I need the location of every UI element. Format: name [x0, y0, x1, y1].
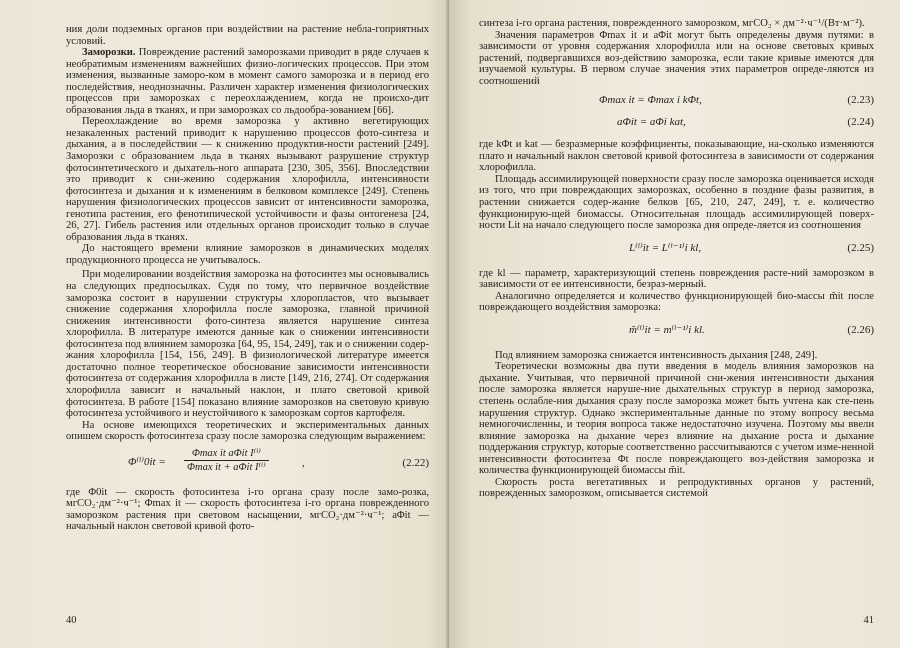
right-text-column: [479, 18, 874, 500]
left-text-column: [66, 24, 429, 533]
formula-fraction: [184, 448, 269, 474]
paragraph: Переохлаждение во время заморозка у активно вегетирующих незакаленных растений приводит к нарушению процессов фото-синтеза и дыхания, а в последействии — к снижению продуктив-ности растений [249]. Заморозки с образованием льда в тканях вызывают разрушение структур фотосинтетического и дыхатель-ного аппарата [230, 305, 356]. Впоследствии это приводит к сни-жению содержания хлорофилла, интенсивности фотосинтеза и дыхания и к изменениям в белковом комплексе [249]. Степень нарушения физиологических процессов зависит от интенсивности заморозка, генотипа растения, его фенотипической устойчивости и фазы онтогенеза [24, 26, 27]. Гибель растения или отдельных органов происходит только в случае образования льда в тканях.: [66, 116, 429, 243]
formula-expression: L⁽ⁱ⁾it = L⁽ⁱ⁻¹⁾i kl,: [629, 241, 702, 254]
equation-number: (2.23): [847, 94, 874, 107]
paragraph: При моделировании воздействия заморозка на фотосинтез мы основывались на следующих предпосылках. Судя по тому, что первичное воздействие заморозка состоит в нарушении структуры хлоропластов, что вызывает снижение содержания хлорофилла после заморозка, главной причиной снижения интенсивности фото-синтеза является нарушение синтеза хлорофилла. В литературе имеются данные как о снижении интенсивности фотосинтеза под влиянием заморозка [64, 95, 154, 249], так и о снижении содер-жания хлорофилла [154, 156, 249]. В физиологической литературе имеется достаточно полное теоретическое обоснование зависимости интенсивности фотосинтеза от содержания хлорофилла в листе [149, 216, 274]. От содержания хлорофилла зависит и начальный наклон, и плато световой кривой фотосинтеза. В работе [154] показано влияние заморозков на световую кривую фотосинтеза устойчивого и неустойчивого к заморозкам сортов картофеля.: [66, 269, 429, 420]
formula-2-23: [479, 92, 874, 112]
formula-expression: Φmax it = Φmax i kΦt,: [599, 94, 702, 107]
formula-tail: ,: [302, 456, 305, 469]
paragraph: Под влиянием заморозка снижается интенсивность дыхания [248, 249].: [495, 349, 818, 361]
formula-2-22: [66, 448, 429, 482]
formula-2-25: [479, 240, 874, 260]
formula-2-24: [479, 114, 874, 134]
paragraph: До настоящего времени влияние заморозков в динамических моделях продукционного процесса не учитывалось.: [66, 243, 429, 266]
paragraph: ния доли подземных органов при воздействии на растение небла-гоприятных условий.: [66, 24, 429, 47]
paragraph: синтеза i-го органа растения, поврежденного заморозком, мгCO₂ × дм⁻²·ч⁻¹/(Вт·м⁻²).: [479, 18, 865, 29]
paragraph: Значения параметров Φmax it и aΦit могут быть определены двумя путями: в зависимости от уровня содержания хлорофилла или на основе световых кривых растений, подвергавшихся воз-действию заморозка, если такие кривые имеются для изучаемой культуры. В первом случае значения этих параметров опреде-ляются из соотношений: [479, 29, 874, 87]
paragraph: где kl — параметр, характеризующий степень повреждения расте-ний заморозком в зависимости от ее интенсивности, безраз-мерный.: [479, 267, 874, 291]
paragraph: Площадь ассимилирующей поверхности сразу после заморозка оценивается исходя из того, что при повреждающих заморозках, особенно в поздние фазы развития, в растении снижается содер-жание белков [65, 210, 247, 249], т. е. количество функционирую-щей биомассы. Относительная площадь ассимилирующей поверх-ности Lit на начало следующего после заморозка дня опреде-ляется из соотношения: [479, 173, 874, 232]
lead-word: Заморозки.: [82, 47, 136, 59]
formula-expression: aΦit = aΦi kat,: [617, 116, 686, 129]
formula-expression: m̃⁽ⁱ⁾it = m⁽ⁱ⁻¹⁾i kl.: [629, 323, 705, 336]
paragraph: На основе имеющихся теоретических и экспериментальных данных опишем скорость фотосинтеза сразу после заморозка следующим выражением:: [66, 419, 429, 443]
paragraph-frosts: [66, 47, 429, 116]
formula-denominator: Φmax it + aΦit I⁽ⁱ⁾: [187, 462, 266, 474]
equation-number: (2.22): [402, 456, 429, 469]
paragraph: Аналогично определяется и количество функционирующей био-массы m̃it после повреждающего воздействия заморозка:: [479, 290, 874, 314]
page-number: 40: [66, 615, 77, 626]
formula-numerator: Φmax it aΦit I⁽ⁱ⁾: [184, 448, 269, 462]
formula-2-26: [479, 322, 874, 342]
left-page: [0, 0, 449, 648]
right-page: [449, 0, 900, 648]
paragraph-text: Повреждение растений заморозками приводит в ряде случаев к необратимым изменениям важнейших физио-логических процессов. При этом изменения, вызванные заморо-ком в момент самого заморозка и в период его последействия, неоднозначны. Различен характер изменения физиологических процессов при заморозках с переохлаждением, когда не происхо-дит образования льда в тканях, и при заморозках со льдообра-зованием [66].: [66, 47, 429, 116]
paragraph: где Φ0it — скорость фотосинтеза i-го органа сразу после замо-розка, мгCO₂·дм⁻²·ч⁻¹; Φmax it — скорость фотосинтеза i-го органа поврежденного заморозком растения при световом насыщении, мгCO₂·дм⁻²·ч⁻¹; aΦit — начальный наклон световой кривой фото-: [66, 486, 429, 533]
equation-number: (2.26): [847, 323, 874, 336]
equation-number: (2.24): [847, 116, 874, 129]
page-number: 41: [863, 615, 874, 626]
equation-number: (2.25): [847, 241, 874, 254]
paragraph: Теоретически возможны два пути введения в модель влияния заморозков на дыхание. Учитывая, что первичной причиной сни-жения интенсивности дыхания после заморозка является наруше-ние дыхательных структур в период заморозка, степень ослабле-ния дыхания сразу после заморозка может быть учтена как сте-пень нарушения структур. Однако экспериментальные данные по этому вопросу весьма немногочисленны, и теория вопроса также недостаточно изучена. Поэтому мы ввели влияние заморозка на дыхание через влияние на дыхание роста и дыхание поддержания структур, которые соответственно рассчитываются с учетом изме-ненной интенсивности фотосинтеза Φt после повреждающего воз-действия заморозка и количества функционирующей биомассы m̃it.: [479, 361, 874, 477]
paragraph: Скорость роста вегетативных и репродуктивных органов у растений, поврежденных заморозком, описывается системой: [479, 476, 874, 500]
paragraph: где kΦt и kat — безразмерные коэффициенты, показывающие, на-сколько изменяются плато и начальный наклон световой кривой фотосинтеза в зависимости от содержания хлорофилла.: [479, 139, 874, 174]
formula-lhs: Φ⁽ⁱ⁾0it =: [128, 455, 166, 468]
